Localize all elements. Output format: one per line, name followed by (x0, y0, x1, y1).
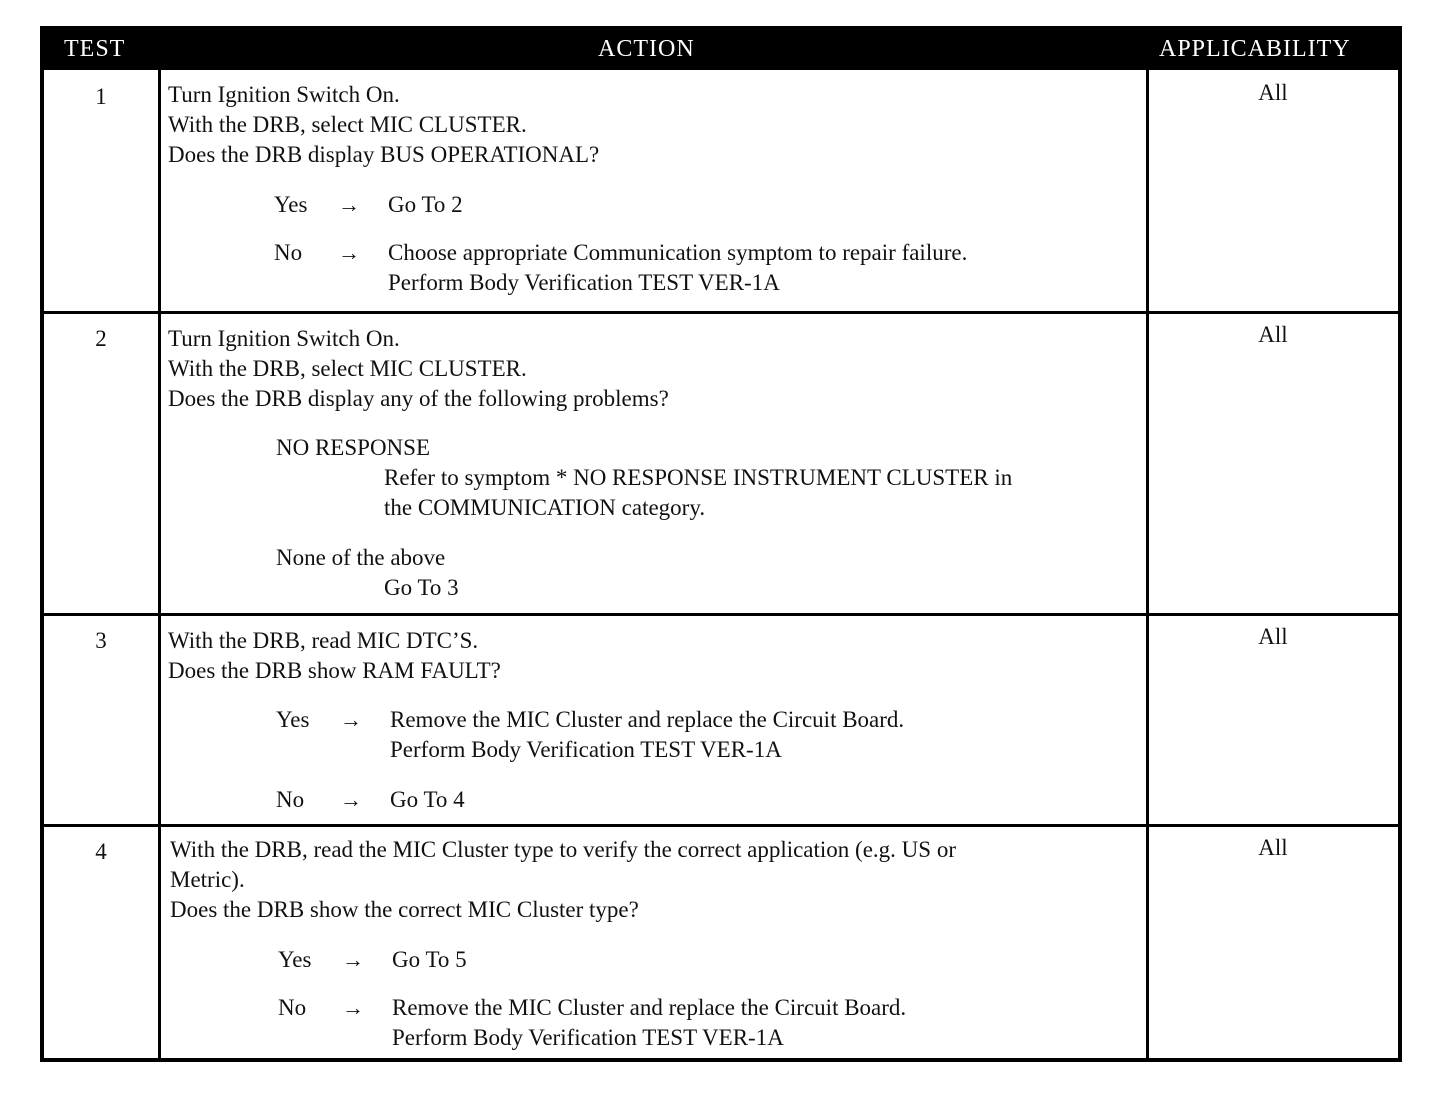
table-row (44, 824, 1398, 1058)
test-number: 4 (95, 839, 107, 864)
option-result: Go To 3 (384, 575, 459, 600)
no-label: No (274, 240, 303, 265)
header-action: ACTION (598, 36, 695, 62)
action-line: With the DRB, read MIC DTC’S. (168, 628, 479, 653)
no-label: No (276, 787, 305, 812)
header-applicability: APPLICABILITY (1159, 36, 1351, 62)
header-test: TEST (64, 36, 126, 62)
yes-result: Perform Body Verification TEST VER-1A (390, 737, 782, 762)
option-label: NO RESPONSE (276, 435, 431, 460)
action-line: With the DRB, select MIC CLUSTER. (168, 356, 527, 381)
no-result: Go To 4 (390, 787, 465, 812)
table-row (44, 70, 1398, 311)
arrow-icon: → (340, 707, 362, 732)
arrow-icon: → (342, 995, 364, 1020)
option-result: Refer to symptom * NO RESPONSE INSTRUMENT CLUSTER in (384, 465, 1013, 490)
yes-label: Yes (274, 192, 308, 217)
arrow-icon: → (342, 947, 364, 972)
test-number: 3 (95, 628, 107, 653)
table-row (44, 613, 1398, 824)
diagnostic-table (40, 26, 1402, 1062)
arrow-icon: → (340, 787, 362, 812)
test-number: 1 (95, 84, 107, 109)
no-result: Perform Body Verification TEST VER-1A (392, 1025, 784, 1050)
action-line: With the DRB, select MIC CLUSTER. (168, 112, 527, 137)
applicability-value: All (1258, 624, 1288, 649)
yes-label: Yes (276, 707, 310, 732)
table-header (44, 30, 1398, 70)
yes-result: Go To 2 (388, 192, 463, 217)
no-result: Remove the MIC Cluster and replace the Circuit Board. (392, 995, 907, 1020)
yes-result: Go To 5 (392, 947, 467, 972)
no-result: Perform Body Verification TEST VER-1A (388, 270, 780, 295)
test-number: 2 (95, 326, 107, 351)
yes-result: Remove the MIC Cluster and replace the Circuit Board. (390, 707, 905, 732)
action-line: Does the DRB display any of the following problems? (168, 386, 669, 411)
arrow-icon: → (338, 192, 360, 217)
action-line: Does the DRB show the correct MIC Cluster type? (170, 897, 639, 922)
option-label: None of the above (276, 545, 446, 570)
action-line: Metric). (170, 867, 245, 892)
option-result: the COMMUNICATION category. (384, 495, 706, 520)
applicability-value: All (1258, 835, 1288, 860)
action-line: Turn Ignition Switch On. (168, 82, 400, 107)
arrow-icon: → (338, 240, 360, 265)
applicability-value: All (1258, 80, 1288, 105)
action-line: Does the DRB display BUS OPERATIONAL? (168, 142, 600, 167)
yes-label: Yes (278, 947, 312, 972)
action-line: With the DRB, read the MIC Cluster type to verify the correct application (e.g. US or (170, 837, 956, 862)
action-line: Turn Ignition Switch On. (168, 326, 400, 351)
no-label: No (278, 995, 307, 1020)
table-row (44, 311, 1398, 613)
no-result: Choose appropriate Communication symptom to repair failure. (388, 240, 968, 265)
applicability-value: All (1258, 322, 1288, 347)
action-line: Does the DRB show RAM FAULT? (168, 658, 501, 683)
